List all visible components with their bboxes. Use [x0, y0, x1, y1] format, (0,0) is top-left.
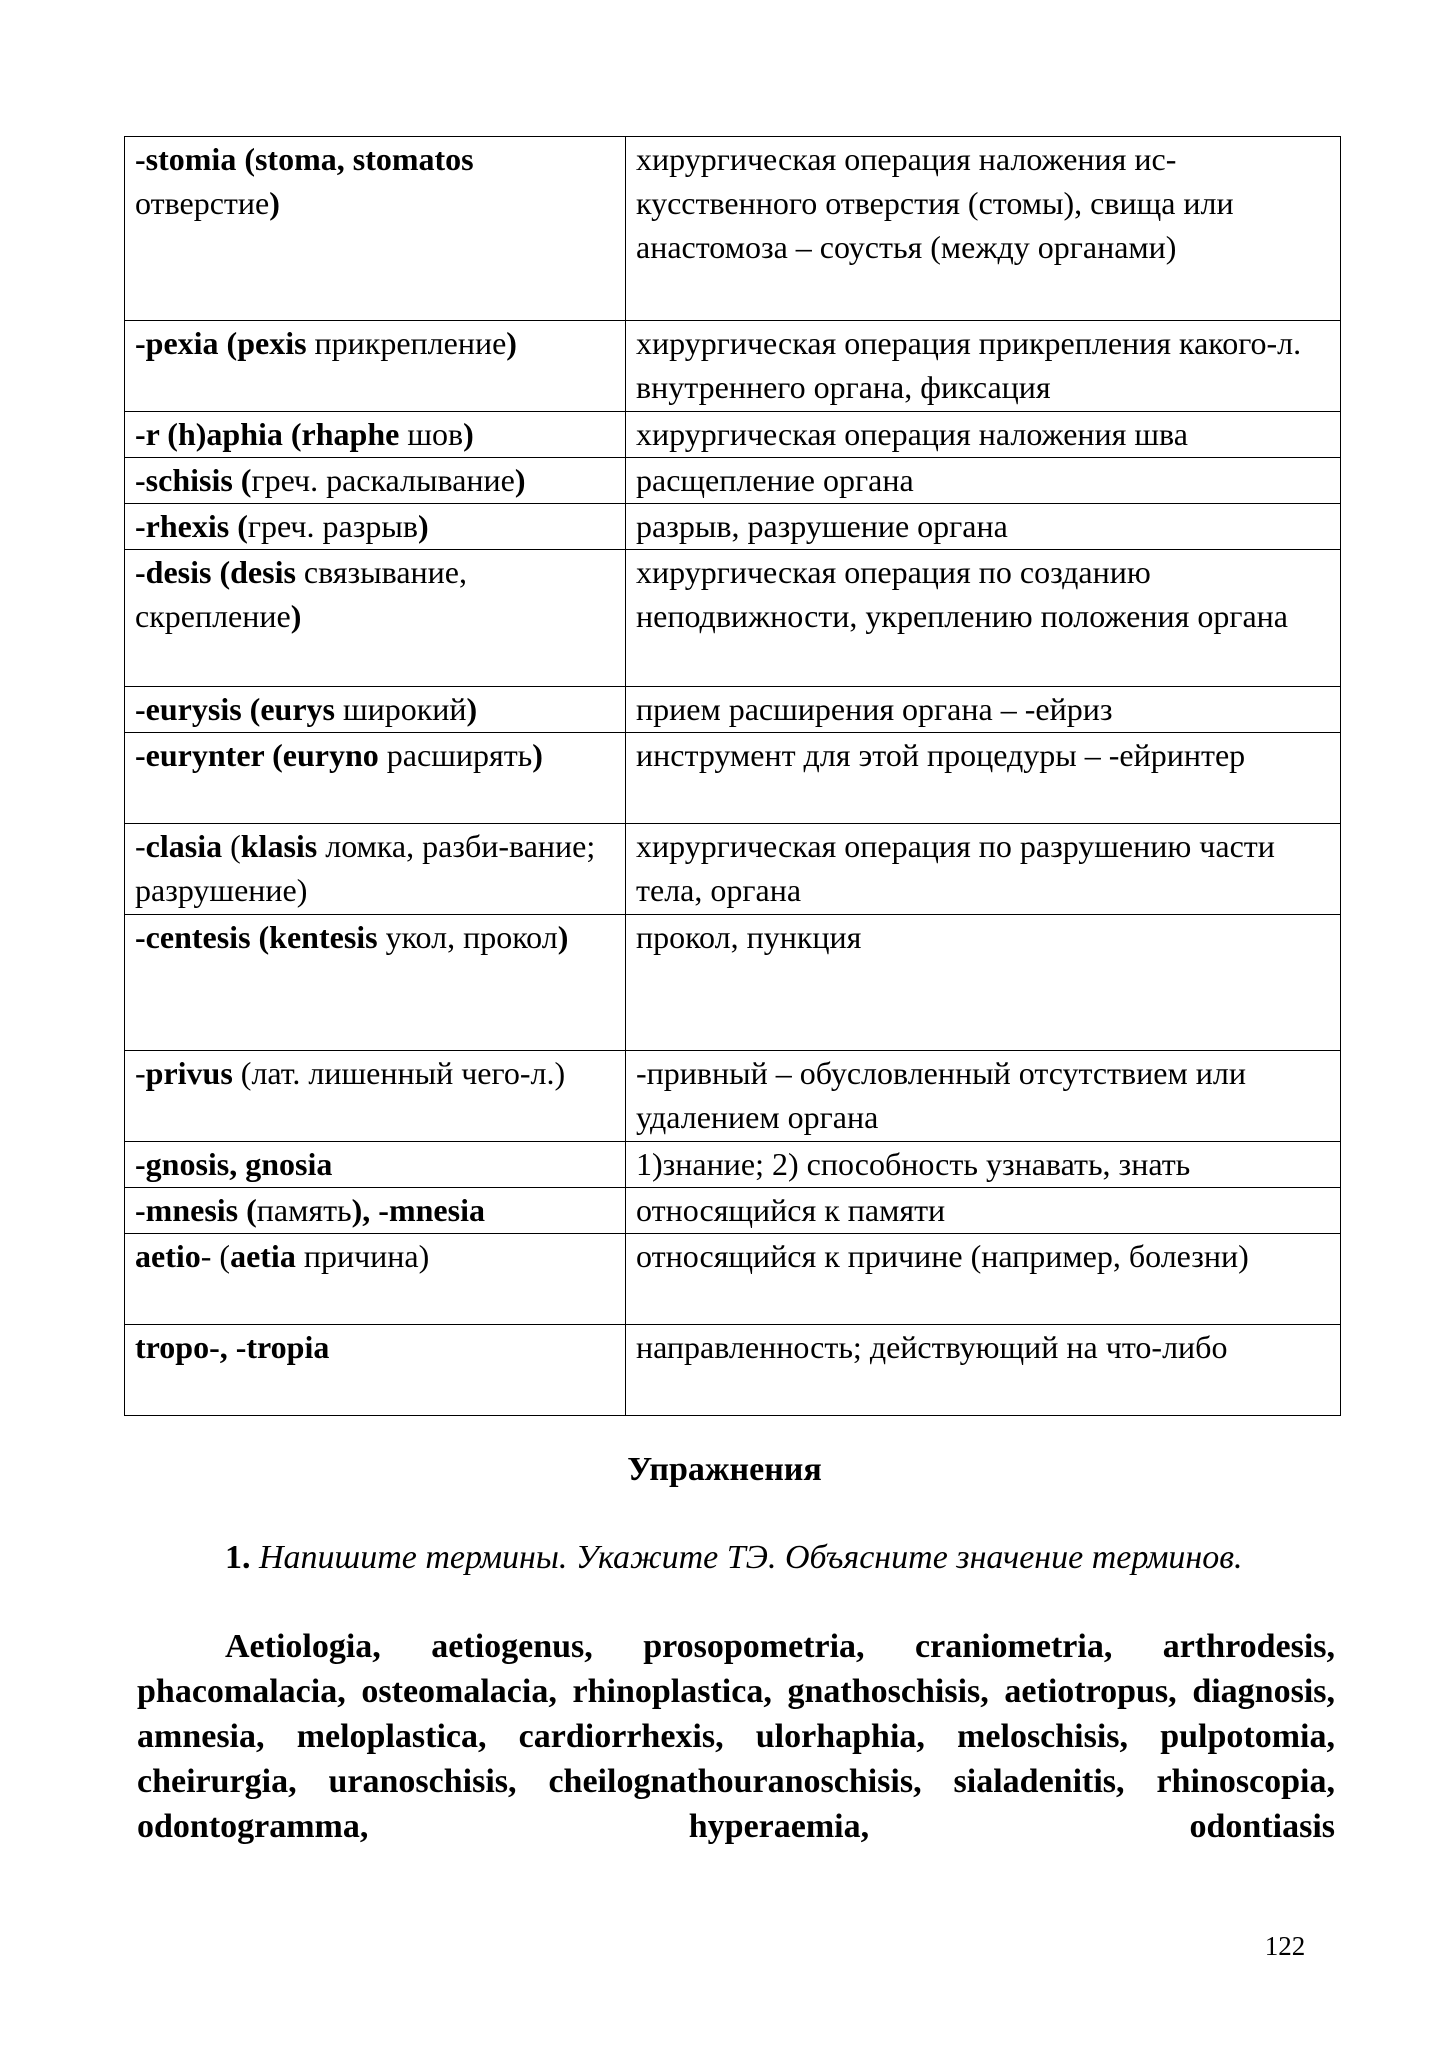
term-text: (: [222, 828, 241, 864]
term-text: -: [135, 1055, 146, 1091]
term-text: ): [514, 462, 526, 498]
table-row: [125, 733, 1341, 824]
meaning-cell: относящийся к памяти: [626, 1188, 1341, 1234]
term-cell: [125, 733, 626, 824]
term-text: -rhexis (: [135, 508, 248, 544]
term-cell: [125, 504, 626, 550]
table-row: [125, 1051, 1341, 1142]
term-text: privus: [145, 1055, 233, 1091]
table-row: [125, 1142, 1341, 1188]
exercise-instruction: Напишите термины. Укажите ТЭ. Объясните значение терминов.: [259, 1539, 1243, 1576]
term-cell: [125, 1325, 626, 1416]
meaning-cell: -привный – обусловленный отсутствием или удалением органа: [626, 1051, 1341, 1142]
term-text: -schisis (: [135, 462, 252, 498]
meaning-cell: расщепление органа: [626, 458, 1341, 504]
term-text: clasia: [145, 828, 223, 864]
term-cell: [125, 137, 626, 321]
meaning-cell: разрыв, разрушение органа: [626, 504, 1341, 550]
term-text: -eurysis (eurys: [135, 691, 335, 727]
term-text: шов: [399, 416, 464, 452]
term-text: ломка, разби-вание; разрушение): [135, 828, 596, 908]
table-row: [125, 412, 1341, 458]
term-text: ): [532, 737, 543, 773]
term-text: расширять: [378, 737, 533, 773]
table-row: [125, 1188, 1341, 1234]
term-text: -mnesis (: [135, 1192, 257, 1228]
table-row: [125, 687, 1341, 733]
term-text: -r (h)aphia (rhaphe: [135, 416, 400, 452]
term-text: греч. раскалывание: [251, 462, 515, 498]
table-row: [125, 137, 1341, 321]
meaning-cell: хирургическая операция наложения ис-кусственного отверстия (стомы), свища или анастомоза – соустья (между органами): [626, 137, 1341, 321]
exercise-terms-list: [137, 1624, 1335, 1849]
term-cell: [125, 824, 626, 915]
term-text: -eurynter (euryno: [135, 737, 379, 773]
term-text: причина): [295, 1238, 430, 1274]
meaning-cell: хирургическая операция по разрушению части тела, органа: [626, 824, 1341, 915]
term-text: ): [269, 185, 280, 221]
term-text: -stomia (stoma, stomatos: [135, 141, 474, 177]
term-text: (лат. лишенный чего-л.): [232, 1055, 566, 1091]
exercise-terms: Aetiologia, aetiogenus, prosopometria, craniometria, arthrodesis, phacomalacia, osteomalacia, rhinoplastica, gnathoschisis, aetiotropus, diagnosis, amnesia, meloplastica, cardiorrhexis, ulorhaphia, meloschisis, pulpotomia, cheirurgia, uranoschisis, cheilognathouranoschisis, sialadenitis, rhinoscopia, odontogramma, hyperaemia, odontiasis: [137, 1628, 1335, 1845]
term-cell: [125, 321, 626, 412]
term-text: отверстие: [135, 185, 270, 221]
table-row: [125, 1234, 1341, 1325]
term-text: tropo-, -tropia: [135, 1329, 330, 1365]
term-text: klasis: [240, 828, 318, 864]
term-text: -: [135, 828, 146, 864]
term-cell: [125, 458, 626, 504]
term-text: укол, прокол: [377, 919, 558, 955]
section-title: Упражнения: [627, 1451, 822, 1488]
term-text: ): [463, 416, 474, 452]
table-row: [125, 824, 1341, 915]
terminology-table-body: [125, 137, 1341, 1416]
table-row: [125, 321, 1341, 412]
exercise-number: 1.: [225, 1539, 251, 1576]
term-text: широкий: [334, 691, 467, 727]
exercise-1: [137, 1536, 1335, 1580]
term-text: -gnosis, gnosia: [135, 1146, 333, 1182]
term-text: ): [506, 325, 517, 361]
page-number: 122: [1264, 1931, 1306, 1961]
term-cell: [125, 550, 626, 687]
meaning-cell: инструмент для этой процедуры – -ейринтер: [626, 733, 1341, 824]
term-cell: [125, 687, 626, 733]
term-cell: [125, 412, 626, 458]
table-row: [125, 915, 1341, 1051]
table-row: [125, 1325, 1341, 1416]
meaning-cell: хирургическая операция по созданию неподвижности, укреплению положения органа: [626, 550, 1341, 687]
term-text: ), -mnesia: [351, 1192, 485, 1228]
table-row: [125, 550, 1341, 687]
term-text: - (: [200, 1238, 231, 1274]
term-cell: [125, 915, 626, 1051]
term-cell: [125, 1188, 626, 1234]
term-text: ): [466, 691, 478, 727]
term-text: aetia: [230, 1238, 296, 1274]
table-row: [125, 458, 1341, 504]
term-text: aetio: [135, 1238, 201, 1274]
term-text: связывание, скрепление: [135, 554, 467, 634]
term-text: ): [290, 598, 302, 634]
table-row: [125, 504, 1341, 550]
term-text: греч. разрыв: [247, 508, 418, 544]
term-cell: [125, 1234, 626, 1325]
term-text: -desis (desis: [135, 554, 296, 590]
terminology-table: [124, 136, 1341, 1416]
meaning-cell: хирургическая операция наложения шва: [626, 412, 1341, 458]
meaning-cell: прием расширения органа – -ейриз: [626, 687, 1341, 733]
meaning-cell: направленность; действующий на что-либо: [626, 1325, 1341, 1416]
term-cell: [125, 1051, 626, 1142]
term-cell: [125, 1142, 626, 1188]
term-text: ): [557, 919, 569, 955]
term-text: -centesis (kentesis: [135, 919, 378, 955]
meaning-cell: 1)знание; 2) способность узнавать, знать: [626, 1142, 1341, 1188]
term-text: память: [256, 1192, 352, 1228]
meaning-cell: хирургическая операция прикрепления какого-л. внутреннего органа, фиксация: [626, 321, 1341, 412]
meaning-cell: прокол, пункция: [626, 915, 1341, 1051]
term-text: прикрепление: [306, 325, 507, 361]
term-text: ): [417, 508, 429, 544]
term-text: -pexia (pexis: [135, 325, 307, 361]
meaning-cell: относящийся к причине (например, болезни): [626, 1234, 1341, 1325]
